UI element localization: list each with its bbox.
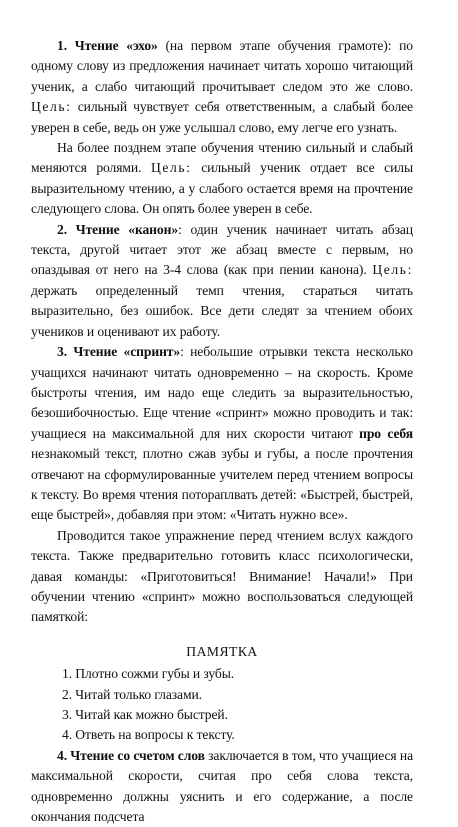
sprint-reading-text-continued: незнакомый текст, плотно сжав зубы и губы, а после прочтения отвечают на сформулированные учителем перед чтением вопросы к тексту. Во время чтения потораплвать детей: «Быстрей, быстрей, еще быстрей», добавляя при этом: «Читать нужно все». <box>31 446 413 523</box>
paragraph-sprint-procedure: Проводится такое упражнение перед чтением вслух каждого текста. Также предварительно готовить класс психологически, давая команды: «Приготовиться! Внимание! Начали!» При обучении чтению «спринт» можно воспользоваться следующей памяткой: <box>31 527 413 625</box>
echo-reading-text: (на первом этапе обучения грамоте): по одному слову из предложения начинает читать хорошо читающий ученик, а слабо читающий прочитывает следом это же слово. <box>31 38 414 94</box>
word-count-reading-text: заключается в том, что учащиеся на максимальной скорости, считая про себя слова текста, одновременно должны уяснить и его содержание, а после окончания подсчета <box>31 747 414 825</box>
memo-item: 2. Читай только глазами. <box>62 686 202 702</box>
heading-word-count-reading: 4. Чтение со счетом слов <box>57 747 205 763</box>
goal-label: Цель: <box>151 160 192 176</box>
sprint-emphasis: про себя <box>359 425 413 441</box>
roles-swap-text: На более позднем этапе обучения чтению сильный и слабый меняются ролями. <box>31 140 413 176</box>
canon-reading-text: : один ученик начинает читать абзац текста, другой читает этот же абзац вместе с первым, но опаздывая от него на 3-4 слова (как при пении канона). <box>31 221 413 278</box>
sprint-reading-text: : небольшие отрывки текста несколько учащихся начинают читать одновременно – на скорость. Кроме быстроты чтения, им надо еще следить за выразительностью, безошибочностью. Еще чтение «спринт» можно проводить и так: учащиеся на максимальной для них скорости читают <box>31 344 413 441</box>
paragraph-sprint-reading <box>31 342 413 526</box>
heading-sprint-reading: 3. Чтение «спринт» <box>57 344 181 360</box>
memo-list <box>31 664 413 746</box>
paragraph-echo-reading <box>31 36 413 138</box>
paragraph-word-count-reading <box>31 746 413 827</box>
canon-reading-goal: держать определенный темп чтения, стараться читать выразительно, без ошибок. Все дети следят за чтением обоих учеников и оценивают их работу. <box>31 282 413 339</box>
memo-item: 1. Плотно сожми губы и зубы. <box>62 666 235 682</box>
goal-label: Цель: <box>372 262 413 278</box>
goal-label: Цель: <box>31 99 72 115</box>
paragraph-canon-reading <box>31 220 413 342</box>
heading-echo-reading: 1. Чтение «эхо» <box>57 38 158 53</box>
memo-item: 4. Ответь на вопросы к тексту. <box>62 727 235 743</box>
echo-reading-goal: сильный чувствует себя ответственным, а слабый более уверен в себе, ведь он уже услышал слово, ему легче его узнать. <box>31 99 413 135</box>
memo-title: ПАМЯТКА <box>186 643 258 659</box>
paragraph-roles-swap <box>31 138 413 220</box>
heading-canon-reading: 2. Чтение «канон» <box>57 221 179 237</box>
memo-item: 3. Читай как можно быстрей. <box>62 707 228 722</box>
roles-swap-goal: сильный ученик отдает все силы выразительному чтению, а у слабого остается время на прочтение следующего слова. Он опять более уверен в себе. <box>31 160 413 217</box>
